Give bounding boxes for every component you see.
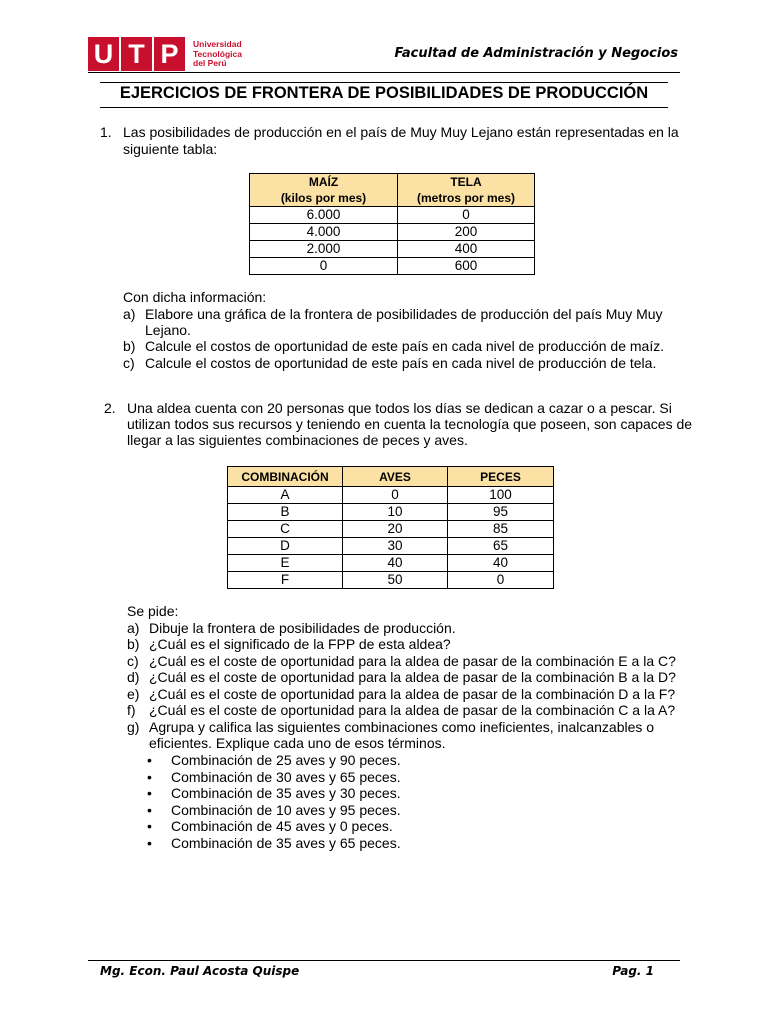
- header-aves: AVES: [343, 467, 448, 487]
- question-label: f): [127, 702, 136, 718]
- question-label: c): [127, 653, 139, 669]
- header-rule: [88, 72, 680, 73]
- exercise-2-intro-line2: utilizan todos sus recursos y teniendo en cuenta la tecnología que poseen, son capaces de: [127, 416, 693, 432]
- document-title: EJERCICIOS DE FRONTERA DE POSIBILIDADES DE PRODUCCIÓN: [119, 84, 649, 102]
- table-row: 6.000 0: [250, 207, 535, 224]
- table-header-row: [250, 174, 535, 207]
- question-text: ¿Cuál es el coste de oportunidad para la aldea de pasar de la combinación E a la C?: [149, 653, 676, 669]
- list-item: • Combinación de 45 aves y 0 peces.: [147, 818, 401, 835]
- question-label: d): [127, 669, 140, 685]
- table-row: C 20 85: [228, 521, 554, 538]
- exercise-1-intro-line1: Las posibilidades de producción en el país de Muy Muy Lejano están representadas en la: [123, 124, 679, 140]
- list-item: • Combinación de 35 aves y 30 peces.: [147, 785, 401, 802]
- title-rule-bottom: [100, 107, 668, 108]
- combinations-table: [227, 466, 554, 589]
- title-rule-top: [100, 82, 668, 83]
- table-row: B 10 95: [228, 504, 554, 521]
- table-row: A 0 100: [228, 487, 554, 504]
- question-text: Agrupa y califica las siguientes combinaciones como ineficientes, inalcanzables o: [149, 719, 655, 735]
- header-tela: TELA (metros por mes): [398, 174, 535, 207]
- table-row: F 50 0: [228, 572, 554, 589]
- question-label: g): [127, 719, 140, 735]
- footer-author: Mg. Econ. Paul Acosta Quispe: [100, 964, 300, 978]
- list-item: • Combinación de 25 aves y 90 peces.: [147, 752, 401, 769]
- question-text: Calcule el costos de oportunidad de este país en cada nivel de producción de tela.: [145, 355, 657, 371]
- utp-logo: [88, 37, 242, 71]
- header-combinacion: COMBINACIÓN: [228, 467, 343, 487]
- exercise-1-lead: Con dicha información:: [123, 289, 267, 305]
- table-row: E 40 40: [228, 555, 554, 572]
- table-row: 4.000 200: [250, 224, 535, 241]
- question-text: ¿Cuál es el coste de oportunidad para la aldea de pasar de la combinación B a la D?: [149, 669, 676, 685]
- header-maiz: MAÍZ (kilos por mes): [250, 174, 398, 207]
- list-item: • Combinación de 30 aves y 65 peces.: [147, 769, 401, 786]
- page-number: Pag. 1: [612, 964, 654, 978]
- production-table: [249, 173, 535, 275]
- logo-letter-u: U: [88, 37, 119, 71]
- table-header-row: [228, 467, 554, 487]
- table-row: 0 600: [250, 258, 535, 275]
- exercise-2-lead: Se pide:: [127, 603, 179, 619]
- question-text: Calcule el costos de oportunidad de este país en cada nivel de producción de maíz.: [145, 338, 665, 354]
- question-label: b): [127, 636, 140, 652]
- list-item: • Combinación de 35 aves y 65 peces.: [147, 835, 401, 852]
- question-text: Elabore una gráfica de la frontera de posibilidades de producción del país Muy Muy: [145, 306, 663, 322]
- logo-university-name: Universidad Tecnológica del Perú: [193, 39, 242, 68]
- list-item: • Combinación de 10 aves y 95 peces.: [147, 802, 401, 819]
- question-text: Dibuje la frontera de posibilidades de producción.: [149, 620, 456, 636]
- question-label: c): [123, 355, 135, 371]
- exercise-1-number: 1.: [100, 124, 112, 140]
- question-text: ¿Cuál es el significado de la FPP de esta aldea?: [149, 636, 451, 652]
- question-text: ¿Cuál es el coste de oportunidad para la aldea de pasar de la combinación C a la A?: [149, 702, 676, 718]
- table-row: D 30 65: [228, 538, 554, 555]
- logo-letter-p: P: [154, 37, 185, 71]
- question-label: e): [127, 686, 140, 702]
- question-label: b): [123, 338, 136, 354]
- exercise-2-intro-line1: Una aldea cuenta con 20 personas que todos los días se dedican a cazar o a pescar. Si: [127, 400, 672, 416]
- question-label: a): [127, 620, 140, 636]
- logo-letter-t: T: [121, 37, 152, 71]
- exercise-2-number: 2.: [104, 400, 116, 416]
- question-text: ¿Cuál es el coste de oportunidad para la aldea de pasar de la combinación D a la F?: [149, 686, 676, 702]
- exercise-2-intro-line3: llegar a las siguientes combinaciones de peces y aves.: [127, 432, 468, 448]
- header-peces: PECES: [448, 467, 554, 487]
- exercise-1-intro-line2: siguiente tabla:: [123, 141, 218, 157]
- question-text-cont: Lejano.: [145, 322, 191, 338]
- faculty-name: Facultad de Administración y Negocios: [394, 46, 678, 61]
- combination-list: [147, 752, 401, 851]
- question-text-cont: eficientes. Explique cada uno de esos términos.: [149, 735, 446, 751]
- table-row: 2.000 400: [250, 241, 535, 258]
- question-label: a): [123, 306, 136, 322]
- footer-rule: [88, 960, 680, 961]
